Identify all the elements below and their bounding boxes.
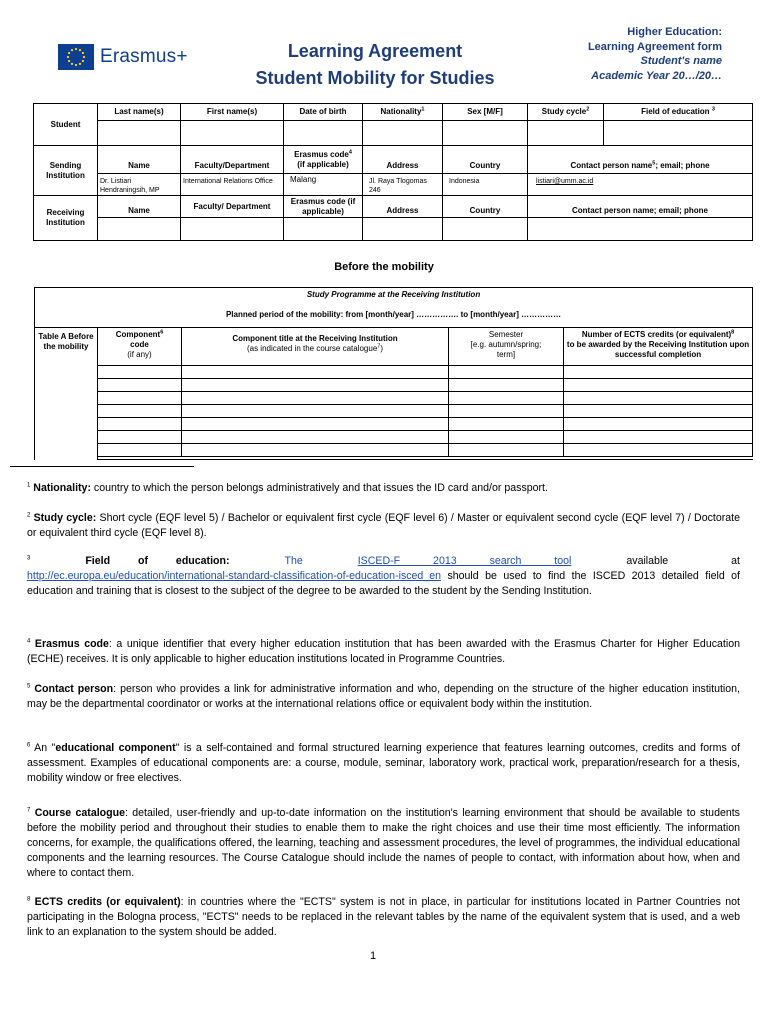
title-line-1: Learning Agreement [287, 41, 463, 61]
sending-header-faculty: Faculty/Department [181, 146, 284, 174]
header-right-line-2: Learning Agreement form [587, 40, 722, 53]
table-cell [98, 457, 182, 460]
sending-header-erasmus-code: Erasmus code$^4$ (if applicable) [284, 146, 363, 174]
receiving-name-cell[interactable] [98, 218, 181, 241]
sending-header-contact: Contact person name$^5$; email; phone [528, 146, 753, 174]
before-mobility-title: Before the mobility [334, 261, 434, 273]
page-title [200, 38, 550, 92]
receiving-header-address: Address [363, 196, 443, 218]
table-cell[interactable] [182, 392, 449, 405]
sending-address-value[interactable]: Jl. Raya Tlogomas 246 [363, 174, 443, 196]
receiving-header-country: Country [443, 196, 528, 218]
footnote-divider [10, 466, 194, 467]
col-semester: Semester [e.g. autumn/spring; term] [449, 328, 564, 366]
receiving-institution-label: Receiving Institution [34, 196, 98, 241]
receiving-header-contact: Contact person name; email; phone [528, 196, 753, 218]
header-field-of-education: Field of education $^3$ [604, 104, 753, 121]
table-row[interactable] [98, 444, 182, 457]
sending-erasmus-code-value[interactable]: Malang [284, 174, 363, 196]
footnote-2: $^2$ Study cycle: Short cycle (EQF level 5) / Bachelor or equivalent first cycle (EQF level 6) / Master or equivalent second cycle (EQF level 7) / Doctorate or equivalent third cycle (EQF level 8). [27, 512, 740, 539]
header-sex: Sex [M/F] [443, 104, 528, 121]
academic-year-label: Academic Year 20…/20… [591, 69, 722, 82]
student-sex-cell[interactable] [443, 121, 528, 146]
footnote-5: $^5$ Contact person: person who provides a link for administrative information and who, depending on the structure of the higher education institution, may be the departmental coordinator or works at the international relations office or equivalent body within the institution. [27, 683, 740, 710]
title-line-2: Student Mobility for Studies [255, 68, 495, 88]
receiving-header-erasmus-code: Erasmus code (if applicable) [284, 196, 363, 218]
receiving-header-faculty: Faculty/ Department [181, 196, 284, 218]
receiving-header-name: Name [98, 196, 181, 218]
footnote-4: $^4$ Erasmus code: a unique identifier that every higher education institution that has been awarded with the Erasmus Charter for Higher Education (ECHE) receives. It is only applicable to higher education institutions located in Programme Countries. [27, 638, 740, 665]
table-cell[interactable] [449, 379, 564, 392]
table-cell[interactable] [182, 431, 449, 444]
table-cell[interactable] [449, 418, 564, 431]
receiving-contact-cell[interactable] [528, 218, 753, 241]
receiving-faculty-cell[interactable] [181, 218, 284, 241]
isced-search-tool-link[interactable]: ISCED-F 2013 search tool [357, 555, 572, 567]
student-study-cycle-cell[interactable] [528, 121, 604, 146]
table-cell[interactable] [449, 392, 564, 405]
table-cell[interactable] [449, 444, 564, 457]
table-cell[interactable] [564, 379, 753, 392]
footnote-6: $^6$ An "educational component" is a self-contained and formal structured learning experience that features learning outcomes, credits and forms of assessment. Examples of educational components are: a course, module, seminar, laboratory work, practical work, preparation/research for a thesis, mobility window or free electives. [27, 742, 740, 784]
erasmus-logo [58, 44, 188, 70]
table-cell[interactable] [564, 431, 753, 444]
student-last-name-cell[interactable] [98, 121, 181, 146]
header-first-name: First name(s) [181, 104, 284, 121]
header-right [588, 25, 722, 83]
table-row[interactable] [98, 392, 182, 405]
table-cell [449, 457, 564, 460]
col-component-title: Component title at the Receiving Institution (as indicated in the course catalogue$^7$) [182, 328, 449, 366]
table-row[interactable] [98, 366, 182, 379]
table-cell [182, 457, 449, 460]
table-row[interactable] [98, 418, 182, 431]
sending-header-address: Address [363, 146, 443, 174]
table-cell[interactable] [182, 379, 449, 392]
sending-header-country: Country [443, 146, 528, 174]
isced-url-link[interactable]: http://ec.europa.eu/education/international-standard-classification-of-education-isced_en [27, 570, 441, 582]
header-nationality: Nationality$^1$ [363, 104, 443, 121]
receiving-country-cell[interactable] [443, 218, 528, 241]
header-last-name: Last name(s) [98, 104, 181, 121]
table-row[interactable] [98, 431, 182, 444]
student-institution-table [33, 103, 753, 241]
student-field-cell[interactable] [604, 121, 753, 146]
header-date-of-birth: Date of birth [284, 104, 363, 121]
table-cell[interactable] [449, 366, 564, 379]
table-cell[interactable] [182, 418, 449, 431]
programme-title: Study Programme at the Receiving Institution [306, 290, 481, 299]
table-cell [564, 457, 753, 460]
receiving-address-cell[interactable] [363, 218, 443, 241]
table-cell[interactable] [564, 366, 753, 379]
sending-header-name: Name [98, 146, 181, 174]
student-first-name-cell[interactable] [181, 121, 284, 146]
sending-contact-value[interactable]: listiari@umm.ac.id [528, 174, 753, 196]
sending-name-value[interactable]: Dr. Listiari Hendraningsih, MP [98, 174, 181, 196]
eu-flag-icon [58, 44, 94, 70]
header-study-cycle: Study cycle$^2$ [528, 104, 604, 121]
table-a-label: Table A Before the mobility [35, 328, 98, 460]
planned-period[interactable]: Planned period of the mobility: from [month/year] ……………. to [month/year] …………… [225, 310, 562, 319]
table-cell[interactable] [564, 392, 753, 405]
footnote-1: $^1$ Nationality: country to which the person belongs administratively and that issues the ID card and/or passport. [27, 482, 548, 494]
programme-header [35, 288, 753, 328]
table-cell[interactable] [182, 444, 449, 457]
footnote-7: $^7$ Course catalogue: detailed, user-friendly and up-to-date information on the institution's learning environment that should be available to students before the mobility period and throughout their studies to enable them to make the right choices and use their time most efficiently. The information concerns, for example, the qualifications offered, the learning, teaching and assessment procedures, the level of programmes, the individual educational components and the learning resources. The Course Catalogue should include the names of people to contact, with information about how, when and where to contact them. [27, 807, 740, 879]
logo-text: Erasmus+ [100, 46, 188, 67]
student-dob-cell[interactable] [284, 121, 363, 146]
student-name-label: Student's name [640, 55, 722, 67]
table-cell[interactable] [564, 405, 753, 418]
col-ects-credits: Number of ECTS credits (or equivalent)$^8$ to be awarded by the Receiving Institution upon successful completion [564, 328, 753, 366]
footnote-3: $^3$ Field of education: The ISCED-F 2013 search tool available at http://ec.europa.eu/education/international-standard-classification-of-education-isced_en should be used to find the ISCED 2013 detailed field of education and training that is closest to the subject of the degree to be awarded to the student by the Sending Institution. [27, 555, 740, 597]
header-right-line-1: Higher Education: [627, 26, 722, 38]
table-cell[interactable] [182, 366, 449, 379]
table-cell[interactable] [449, 405, 564, 418]
footnote-8: $^8$ ECTS credits (or equivalent): in countries where the "ECTS" system is not in place, in particular for institutions located in Partner Countries not participating in the Bologna process, "ECTS" needs to be replaced in the relevant tables by the name of the equivalent system that is used, and a web link to an explanation to the system should be added. [27, 896, 740, 938]
sending-country-value[interactable]: Indonesia [443, 174, 528, 196]
sending-faculty-value[interactable]: International Relations Office [181, 174, 284, 196]
student-label: Student [34, 104, 98, 146]
footnote-3-first-line: $^3$ Field of education: The ISCED-F 2013 search tool available at [27, 555, 740, 567]
table-a-before-mobility [34, 287, 753, 460]
table-cell[interactable] [449, 431, 564, 444]
table-cell[interactable] [564, 418, 753, 431]
page-number: 1 [369, 950, 377, 962]
table-row[interactable] [98, 405, 182, 418]
table-row[interactable] [98, 379, 182, 392]
sending-institution-label: Sending Institution [34, 146, 98, 196]
table-cell[interactable] [564, 444, 753, 457]
table-cell[interactable] [182, 405, 449, 418]
col-component-code: Component$^6$ code (if any) [98, 328, 182, 366]
student-nationality-cell[interactable] [363, 121, 443, 146]
receiving-erasmus-code-cell[interactable] [284, 218, 363, 241]
